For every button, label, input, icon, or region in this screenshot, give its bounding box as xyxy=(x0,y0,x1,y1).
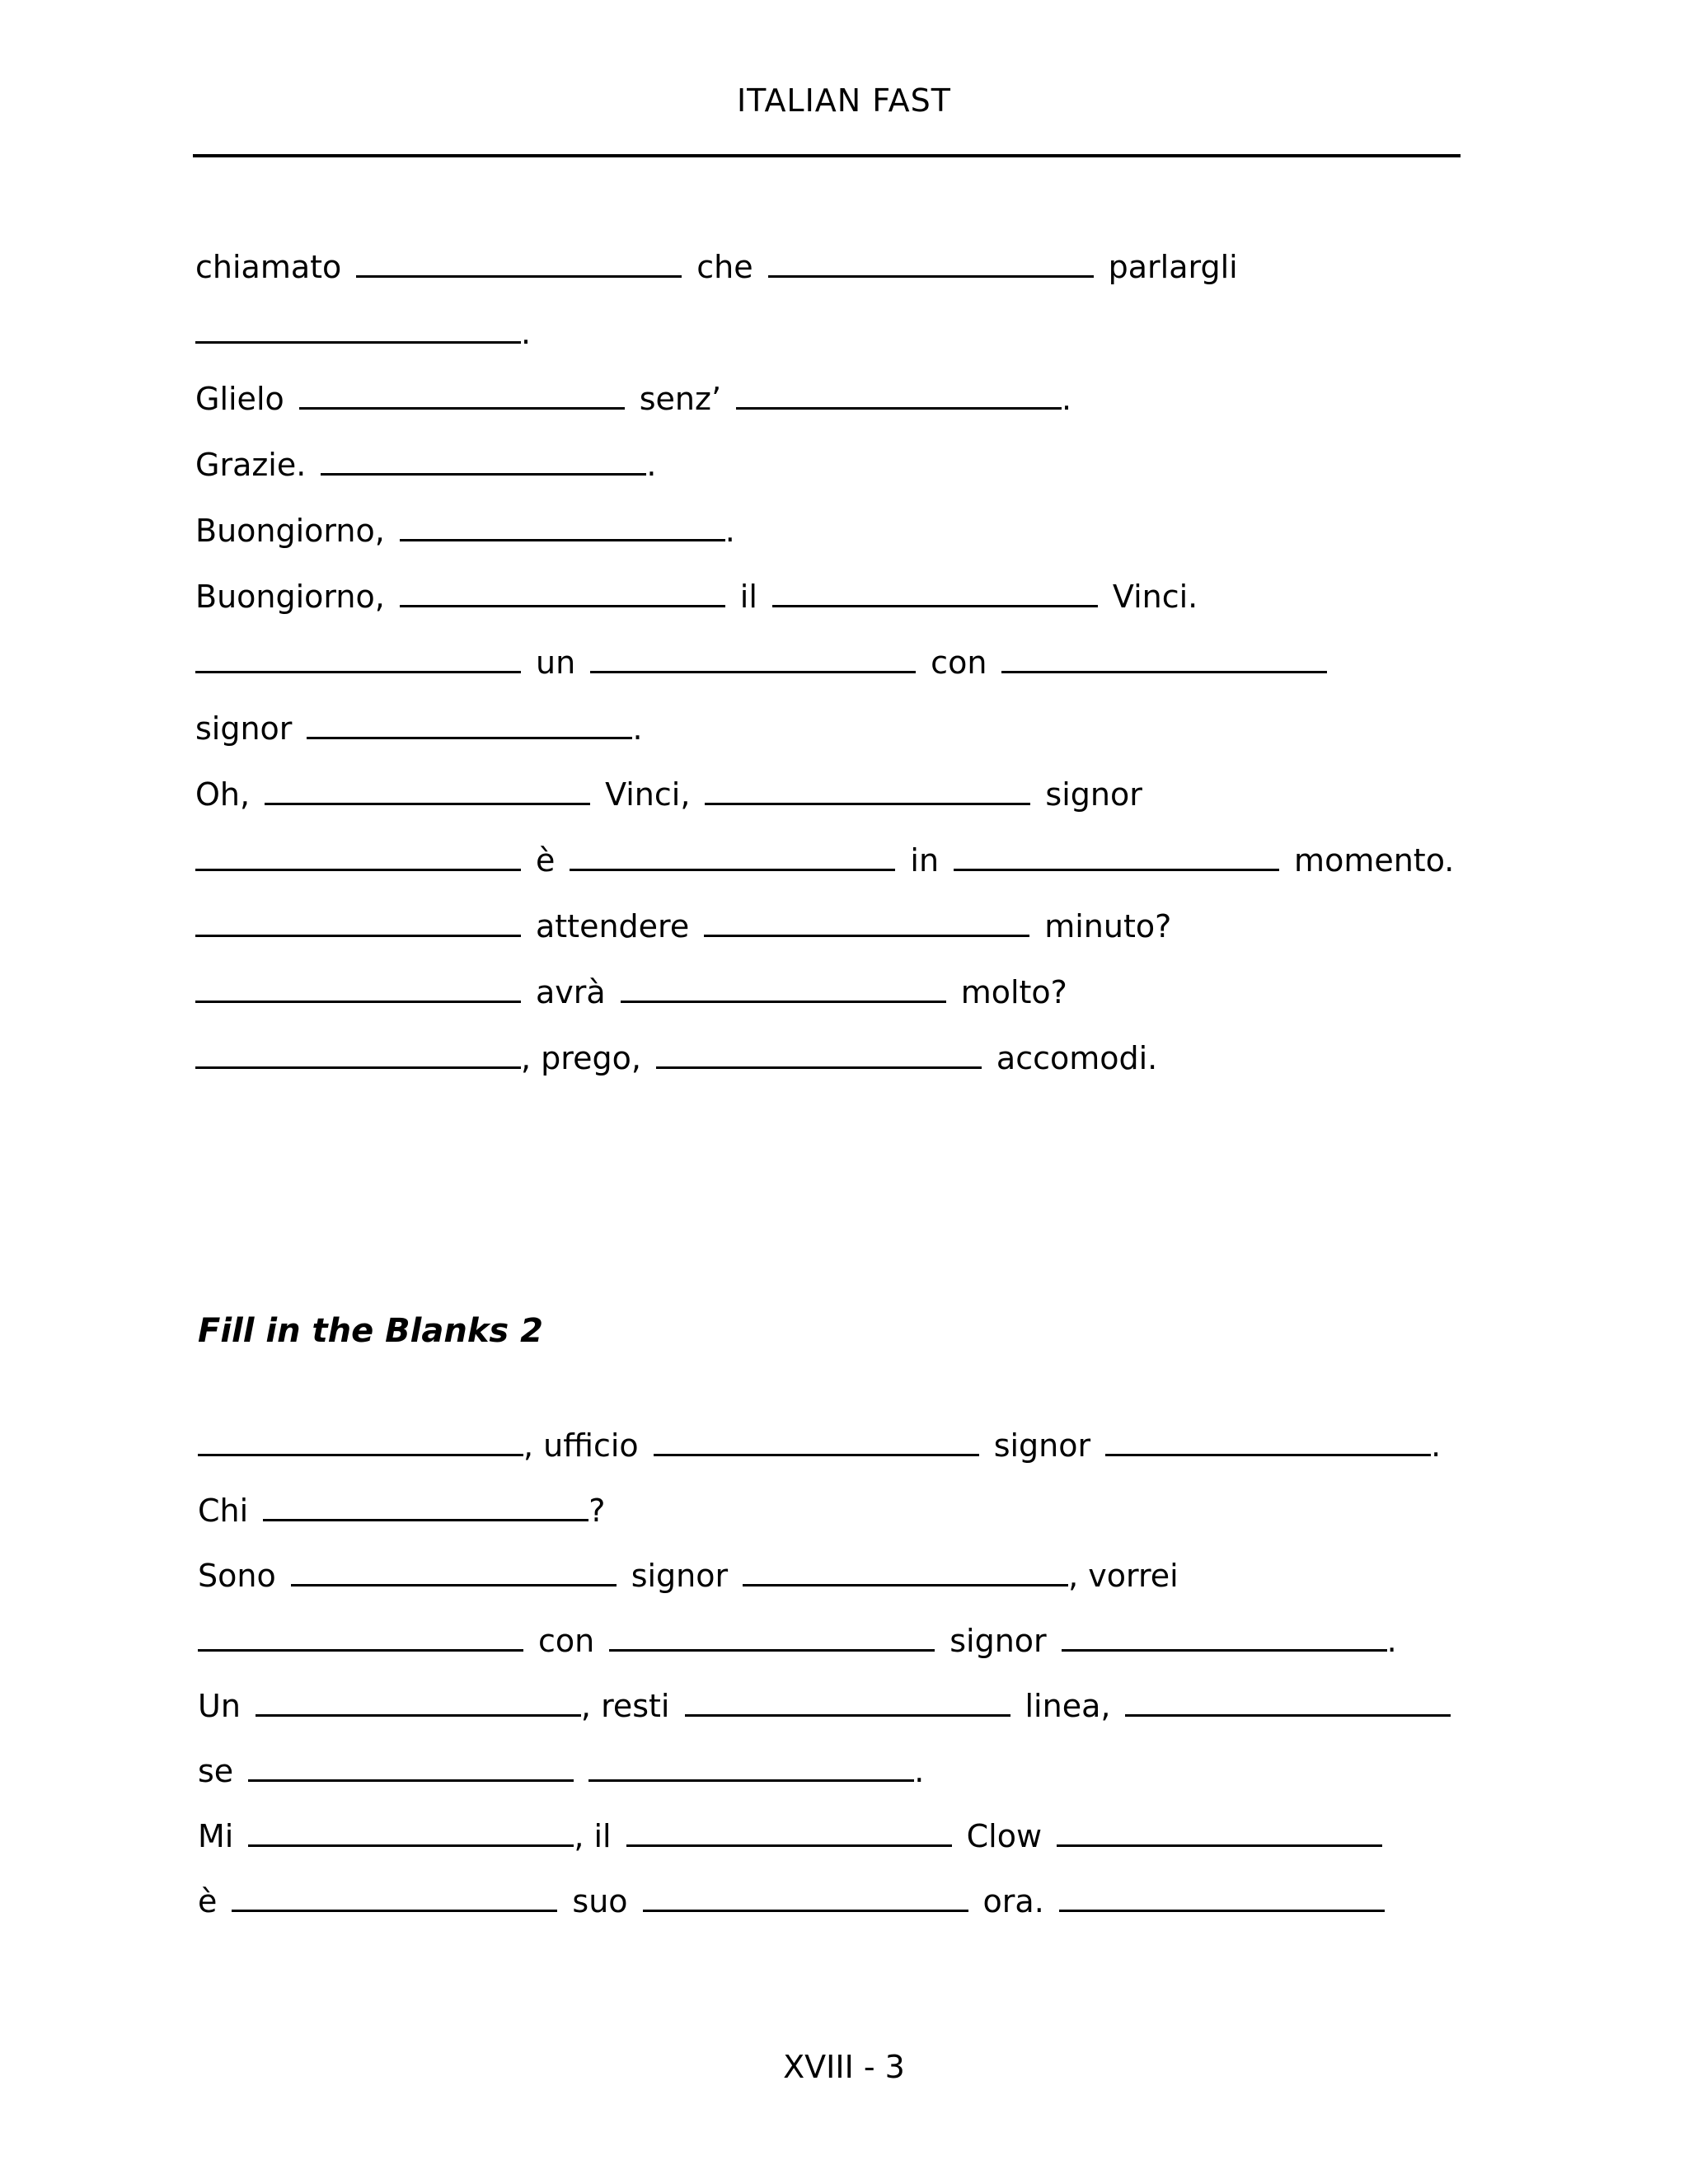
prompt-word: Vinci, xyxy=(605,776,691,813)
answer-blank[interactable] xyxy=(232,1909,557,1912)
answer-blank[interactable] xyxy=(356,274,682,278)
answer-blank[interactable] xyxy=(195,868,521,871)
prompt-word: un xyxy=(536,644,576,681)
answer-blank[interactable] xyxy=(299,406,625,410)
answer-blank[interactable] xyxy=(743,1583,1068,1586)
prompt-word: avrà xyxy=(536,974,606,1010)
answer-blank[interactable] xyxy=(736,406,1062,410)
exercise-line xyxy=(198,1816,1382,1856)
answer-blank[interactable] xyxy=(654,1453,979,1456)
exercise-line xyxy=(195,313,531,353)
prompt-word: , vorrei xyxy=(1068,1558,1179,1594)
answer-blank[interactable] xyxy=(195,340,521,344)
prompt-word: chiamato xyxy=(195,249,342,285)
exercise-line xyxy=(198,1882,1385,1921)
answer-blank[interactable] xyxy=(400,538,725,541)
answer-blank[interactable] xyxy=(195,1066,521,1069)
answer-blank[interactable] xyxy=(704,934,1029,937)
answer-blank[interactable] xyxy=(621,1000,946,1003)
prompt-word: accomodi. xyxy=(996,1040,1158,1076)
answer-blank[interactable] xyxy=(1059,1909,1385,1912)
prompt-word: senz’ xyxy=(639,381,722,417)
prompt-word: Buongiorno, xyxy=(195,579,385,615)
header-rule xyxy=(193,154,1461,157)
prompt-word: , il xyxy=(574,1818,612,1854)
answer-blank[interactable] xyxy=(1062,1648,1387,1652)
answer-blank[interactable] xyxy=(321,472,646,476)
prompt-word: Vinci. xyxy=(1112,579,1198,615)
prompt-word: è xyxy=(536,842,556,879)
page-header-title: ITALIAN FAST xyxy=(736,82,952,119)
prompt-word: molto? xyxy=(960,974,1067,1010)
answer-blank[interactable] xyxy=(1125,1713,1451,1717)
prompt-word: linea, xyxy=(1025,1688,1111,1724)
prompt-word: , prego, xyxy=(521,1040,641,1076)
answer-blank[interactable] xyxy=(198,1648,523,1652)
answer-blank[interactable] xyxy=(570,868,895,871)
answer-blank[interactable] xyxy=(772,604,1098,607)
answer-blank[interactable] xyxy=(656,1066,982,1069)
prompt-word: signor xyxy=(950,1623,1047,1659)
prompt-word: parlargli xyxy=(1108,249,1238,285)
section-title: Fill in the Blanks 2 xyxy=(198,1312,543,1350)
answer-blank[interactable] xyxy=(588,1779,914,1782)
prompt-word: signor xyxy=(1045,776,1142,813)
prompt-word: . xyxy=(1062,381,1072,417)
prompt-word: . xyxy=(914,1753,925,1789)
prompt-word: . xyxy=(724,513,735,549)
answer-blank[interactable] xyxy=(256,1713,581,1717)
prompt-word: con xyxy=(538,1623,595,1659)
answer-blank[interactable] xyxy=(307,736,632,739)
exercise-line xyxy=(195,709,643,748)
prompt-word: . xyxy=(1386,1623,1397,1659)
exercise-line xyxy=(198,1751,924,1791)
answer-blank[interactable] xyxy=(291,1583,617,1586)
exercise-line xyxy=(195,445,656,485)
prompt-word: il xyxy=(739,579,757,615)
prompt-word: momento. xyxy=(1294,842,1455,879)
answer-blank[interactable] xyxy=(705,802,1030,805)
answer-blank[interactable] xyxy=(1105,1453,1431,1456)
prompt-word: con xyxy=(931,644,987,681)
answer-blank[interactable] xyxy=(195,1000,521,1003)
exercise-line xyxy=(195,511,735,551)
answer-blank[interactable] xyxy=(248,1844,574,1847)
prompt-word: signor xyxy=(631,1558,729,1594)
prompt-word: signor xyxy=(195,710,293,747)
prompt-word: . xyxy=(521,315,532,351)
prompt-word: , resti xyxy=(580,1688,670,1724)
prompt-word: che xyxy=(696,249,753,285)
answer-blank[interactable] xyxy=(590,670,916,673)
prompt-word: minuto? xyxy=(1044,908,1172,944)
answer-blank[interactable] xyxy=(1001,670,1327,673)
exercise-line xyxy=(198,1556,1179,1596)
prompt-word: Grazie. xyxy=(195,447,307,483)
answer-blank[interactable] xyxy=(685,1713,1010,1717)
exercise-line xyxy=(195,775,1142,814)
exercise-line xyxy=(198,1621,1397,1661)
prompt-word: Sono xyxy=(198,1558,276,1594)
prompt-word: è xyxy=(198,1883,218,1919)
exercise-line xyxy=(195,643,1327,682)
answer-blank[interactable] xyxy=(195,934,521,937)
prompt-word: ? xyxy=(588,1493,606,1529)
prompt-word: Un xyxy=(198,1688,241,1724)
prompt-word: suo xyxy=(572,1883,628,1919)
prompt-word: attendere xyxy=(536,908,690,944)
prompt-word: se xyxy=(198,1753,234,1789)
prompt-word: signor xyxy=(993,1427,1091,1464)
prompt-word: Mi xyxy=(198,1818,234,1854)
answer-blank[interactable] xyxy=(400,604,725,607)
prompt-word: ora. xyxy=(982,1883,1044,1919)
answer-blank[interactable] xyxy=(626,1844,952,1847)
answer-blank[interactable] xyxy=(768,274,1094,278)
prompt-word: Buongiorno, xyxy=(195,513,385,549)
exercise-line xyxy=(195,247,1238,287)
answer-blank[interactable] xyxy=(263,1518,588,1521)
exercise-line xyxy=(198,1686,1451,1726)
exercise-line xyxy=(195,841,1454,880)
prompt-word: Chi xyxy=(198,1493,249,1529)
exercise-line xyxy=(195,907,1171,946)
prompt-word: , ufficio xyxy=(523,1427,639,1464)
answer-blank[interactable] xyxy=(643,1909,968,1912)
exercise-line xyxy=(195,379,1071,419)
answer-blank[interactable] xyxy=(609,1648,935,1652)
exercise-line xyxy=(198,1491,605,1530)
exercise-line xyxy=(198,1426,1441,1465)
prompt-word: Oh, xyxy=(195,776,251,813)
prompt-word: . xyxy=(646,447,657,483)
exercise-line xyxy=(195,1038,1157,1078)
answer-blank[interactable] xyxy=(248,1779,574,1782)
prompt-word: in xyxy=(910,842,940,879)
answer-blank[interactable] xyxy=(1057,1844,1382,1847)
prompt-word: Clow xyxy=(966,1818,1043,1854)
answer-blank[interactable] xyxy=(265,802,590,805)
prompt-word: . xyxy=(1431,1427,1442,1464)
exercise-line xyxy=(195,577,1198,616)
exercise-line xyxy=(195,972,1067,1012)
answer-blank[interactable] xyxy=(954,868,1279,871)
answer-blank[interactable] xyxy=(198,1453,523,1456)
prompt-word: . xyxy=(632,710,643,747)
page-number: XVIII - 3 xyxy=(783,2049,905,2085)
answer-blank[interactable] xyxy=(195,670,521,673)
prompt-word: Glielo xyxy=(195,381,284,417)
